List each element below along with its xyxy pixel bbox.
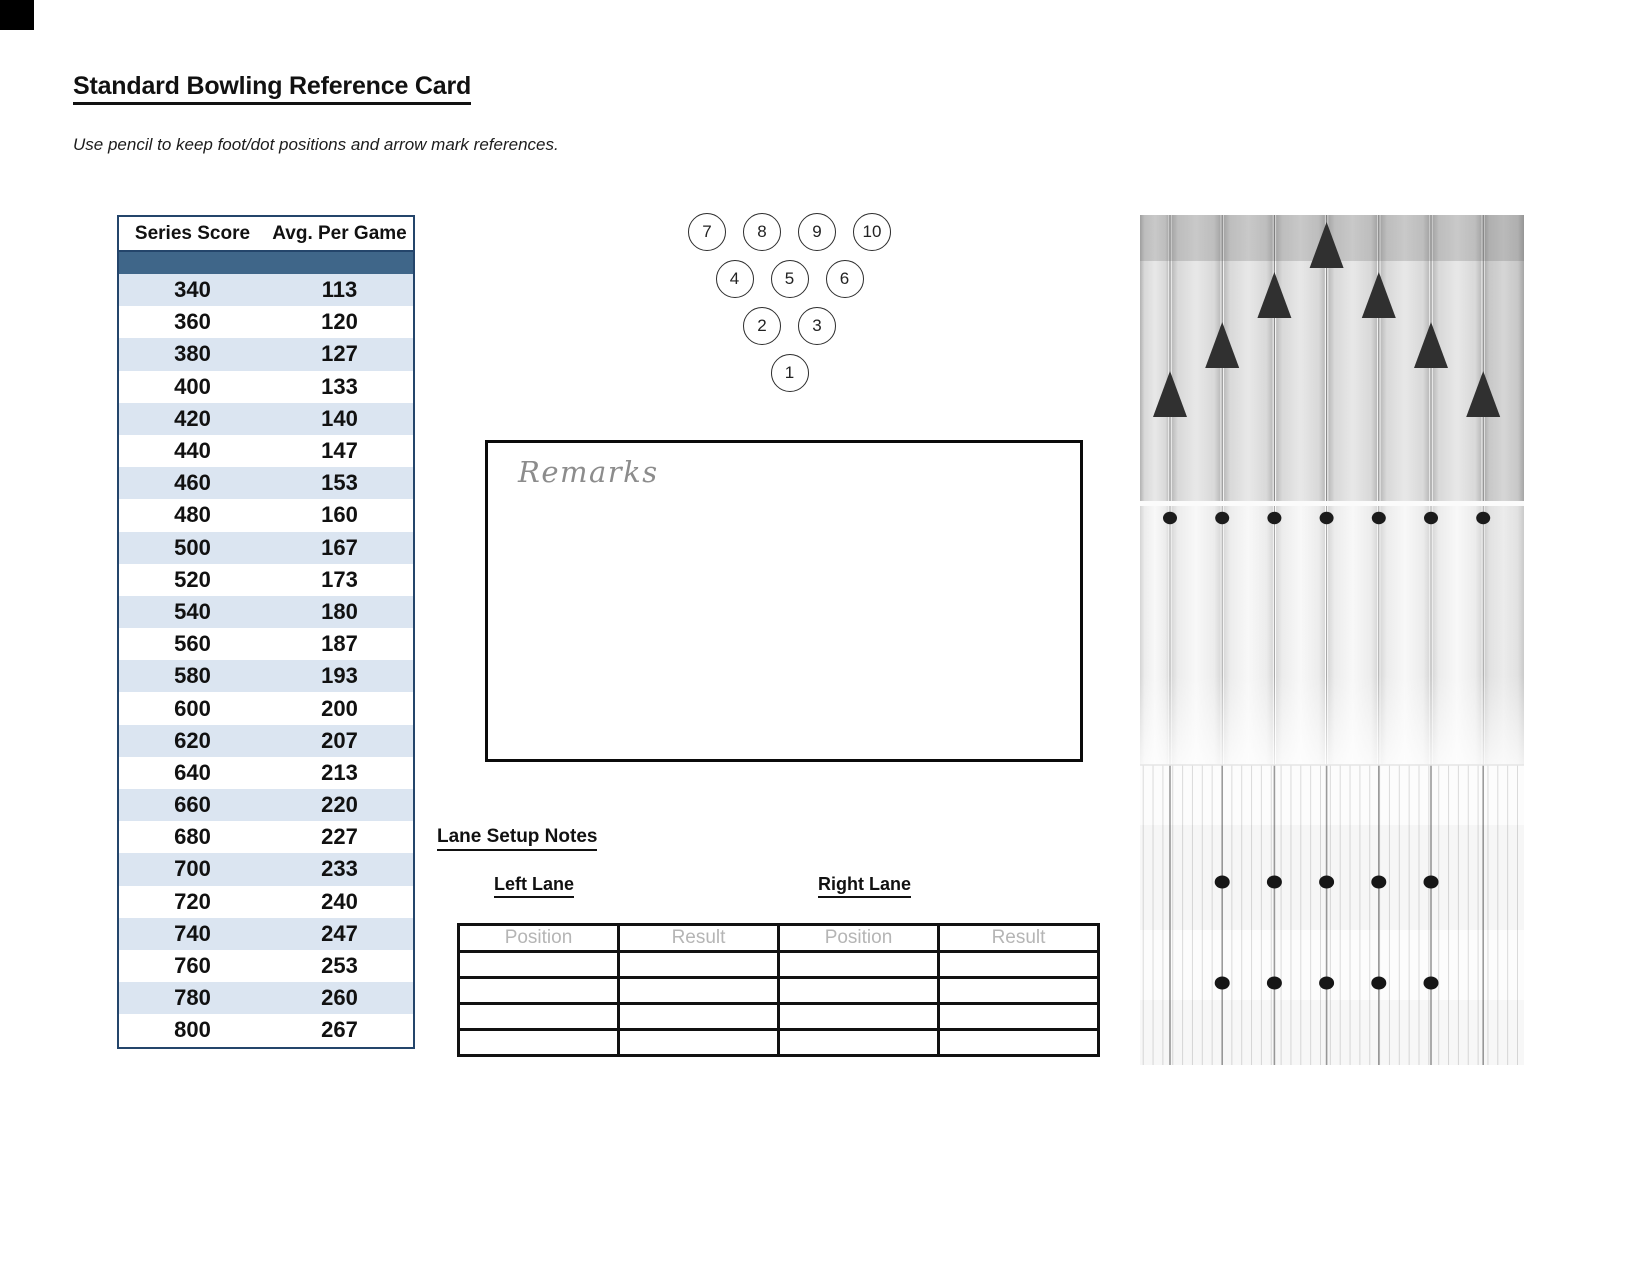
avg-per-game-cell: 207 — [321, 727, 358, 753]
left-lane-label: Left Lane — [494, 874, 574, 898]
lane-approach-section — [1140, 765, 1524, 1065]
score-table-row — [119, 499, 413, 531]
series-score-cell: 800 — [174, 1017, 211, 1043]
approach-dot — [1371, 876, 1386, 889]
score-table-row — [119, 306, 413, 338]
series-score-cell: 600 — [174, 695, 211, 721]
lane-table-cell — [779, 952, 939, 978]
lane-table-cell — [459, 1004, 619, 1030]
scan-corner-artifact — [0, 0, 34, 30]
lane-table-header-cell: Result — [939, 925, 1099, 952]
score-table-row — [119, 628, 413, 660]
avg-per-game-cell: 260 — [321, 985, 358, 1011]
lane-target-dot — [1215, 512, 1229, 524]
score-table — [117, 215, 415, 1049]
avg-per-game-cell: 120 — [321, 309, 358, 335]
series-score-cell: 780 — [174, 985, 211, 1011]
lane-table-body — [459, 952, 1099, 1056]
score-table-row — [119, 435, 413, 467]
lane-table-cell — [779, 978, 939, 1004]
score-table-row — [119, 886, 413, 918]
lane-table-cell — [939, 1030, 1099, 1056]
lane-table-cell — [619, 978, 779, 1004]
avg-per-game-cell: 133 — [321, 373, 358, 399]
score-table-row — [119, 532, 413, 564]
score-table-row — [119, 467, 413, 499]
lane-target-dot — [1476, 512, 1490, 524]
avg-per-game-cell: 187 — [321, 631, 358, 657]
lane-table-header-cell: Position — [459, 925, 619, 952]
series-score-cell: 340 — [174, 277, 211, 303]
lane-target-dot — [1424, 512, 1438, 524]
score-table-row — [119, 338, 413, 370]
series-score-cell: 660 — [174, 792, 211, 818]
series-score-cell: 760 — [174, 953, 211, 979]
series-score-cell: 560 — [174, 631, 211, 657]
lane-table-cell — [459, 978, 619, 1004]
avg-per-game-cell: 227 — [321, 824, 358, 850]
bowling-pin-circle-6: 6 — [826, 260, 864, 298]
lane-table-cell — [459, 1030, 619, 1056]
approach-dot — [1319, 977, 1334, 990]
approach-dot — [1267, 876, 1282, 889]
lane-table-cell — [779, 1030, 939, 1056]
approach-dot — [1215, 876, 1230, 889]
approach-dot — [1215, 977, 1230, 990]
score-table-row — [119, 403, 413, 435]
avg-per-game-cell: 220 — [321, 792, 358, 818]
lane-target-dot — [1372, 512, 1386, 524]
lane-setup-table — [457, 923, 1100, 1057]
bowling-pin-circle-3: 3 — [798, 307, 836, 345]
avg-per-game-cell: 173 — [321, 566, 358, 592]
score-table-row — [119, 596, 413, 628]
lane-section-divider — [1140, 501, 1524, 506]
approach-dot — [1319, 876, 1334, 889]
score-table-row — [119, 853, 413, 885]
bowling-pin-circle-9: 9 — [798, 213, 836, 251]
lane-graphic — [1140, 215, 1524, 1065]
avg-per-game-cell: 233 — [321, 856, 358, 882]
avg-per-game-cell: 240 — [321, 888, 358, 914]
bowling-pin-circle-2: 2 — [743, 307, 781, 345]
bowling-pin-circle-8: 8 — [743, 213, 781, 251]
avg-per-game-cell: 247 — [321, 920, 358, 946]
series-score-cell: 380 — [174, 341, 211, 367]
score-table-body — [119, 274, 413, 1047]
score-table-row — [119, 982, 413, 1014]
avg-per-game-cell: 200 — [321, 695, 358, 721]
score-table-row — [119, 821, 413, 853]
avg-per-game-cell: 113 — [321, 277, 358, 303]
score-table-row — [119, 274, 413, 306]
bowling-pin-circle-5: 5 — [771, 260, 809, 298]
lane-table-header-cell: Result — [619, 925, 779, 952]
score-table-header-avg: Avg. Per Game — [272, 222, 407, 244]
approach-dot — [1267, 977, 1282, 990]
avg-per-game-cell: 213 — [321, 759, 358, 785]
lane-table-cell — [939, 1004, 1099, 1030]
score-table-header — [119, 217, 413, 252]
avg-per-game-cell: 167 — [321, 534, 358, 560]
lane-table-row — [459, 1004, 1099, 1030]
series-score-cell: 620 — [174, 727, 211, 753]
score-table-row — [119, 789, 413, 821]
bowling-pin-circle-1: 1 — [771, 354, 809, 392]
lane-table-cell — [939, 952, 1099, 978]
bowling-pin-circle-7: 7 — [688, 213, 726, 251]
series-score-cell: 400 — [174, 373, 211, 399]
lane-table-header-row — [459, 925, 1099, 952]
right-lane-label: Right Lane — [818, 874, 911, 898]
avg-per-game-cell: 267 — [321, 1017, 358, 1043]
score-table-row — [119, 757, 413, 789]
series-score-cell: 420 — [174, 405, 211, 431]
series-score-cell: 540 — [174, 598, 211, 624]
series-score-cell: 480 — [174, 502, 211, 528]
avg-per-game-cell: 127 — [321, 341, 358, 367]
score-table-row — [119, 371, 413, 403]
lane-table-row — [459, 952, 1099, 978]
series-score-cell: 440 — [174, 438, 211, 464]
lane-table-header-cell: Position — [779, 925, 939, 952]
series-score-cell: 720 — [174, 888, 211, 914]
score-table-row — [119, 1014, 413, 1046]
lane-table-cell — [779, 1004, 939, 1030]
bowling-pin-circle-10: 10 — [853, 213, 891, 251]
series-score-cell: 460 — [174, 470, 211, 496]
series-score-cell: 360 — [174, 309, 211, 335]
lane-table-row — [459, 1030, 1099, 1056]
score-table-row — [119, 725, 413, 757]
avg-per-game-cell: 253 — [321, 953, 358, 979]
lane-table-cell — [619, 952, 779, 978]
score-table-header-series: Series Score — [134, 222, 251, 244]
avg-per-game-cell: 193 — [321, 663, 358, 689]
lane-setup-heading: Lane Setup Notes — [437, 826, 597, 851]
score-table-band — [119, 252, 413, 274]
series-score-cell: 640 — [174, 759, 211, 785]
score-table-row — [119, 950, 413, 982]
bowling-pin-circle-4: 4 — [716, 260, 754, 298]
series-score-cell: 520 — [174, 566, 211, 592]
lane-table-cell — [939, 978, 1099, 1004]
score-table-row — [119, 564, 413, 596]
lane-table-cell — [619, 1030, 779, 1056]
lane-target-dot — [1267, 512, 1281, 524]
lane-table-row — [459, 978, 1099, 1004]
series-score-cell: 700 — [174, 856, 211, 882]
remarks-label: Remarks — [518, 455, 659, 489]
series-score-cell: 680 — [174, 824, 211, 850]
avg-per-game-cell: 180 — [321, 598, 358, 624]
avg-per-game-cell: 147 — [321, 438, 358, 464]
approach-dot — [1371, 977, 1386, 990]
approach-dot — [1424, 977, 1439, 990]
lane-table-cell — [619, 1004, 779, 1030]
lane-boards-mid — [1140, 506, 1524, 765]
approach-dot — [1424, 876, 1439, 889]
series-score-cell: 500 — [174, 534, 211, 560]
lane-target-dot — [1163, 512, 1177, 524]
lane-target-dot — [1320, 512, 1334, 524]
page-instructions: Use pencil to keep foot/dot positions and arrow mark references. — [73, 135, 559, 154]
series-score-cell: 740 — [174, 920, 211, 946]
score-table-row — [119, 918, 413, 950]
page-title: Standard Bowling Reference Card — [73, 72, 471, 105]
score-table-row — [119, 660, 413, 692]
avg-per-game-cell: 140 — [321, 405, 358, 431]
lane-table-cell — [459, 952, 619, 978]
score-table-row — [119, 692, 413, 724]
remarks-box — [485, 440, 1083, 762]
avg-per-game-cell: 153 — [321, 470, 358, 496]
avg-per-game-cell: 160 — [321, 502, 358, 528]
series-score-cell: 580 — [174, 663, 211, 689]
